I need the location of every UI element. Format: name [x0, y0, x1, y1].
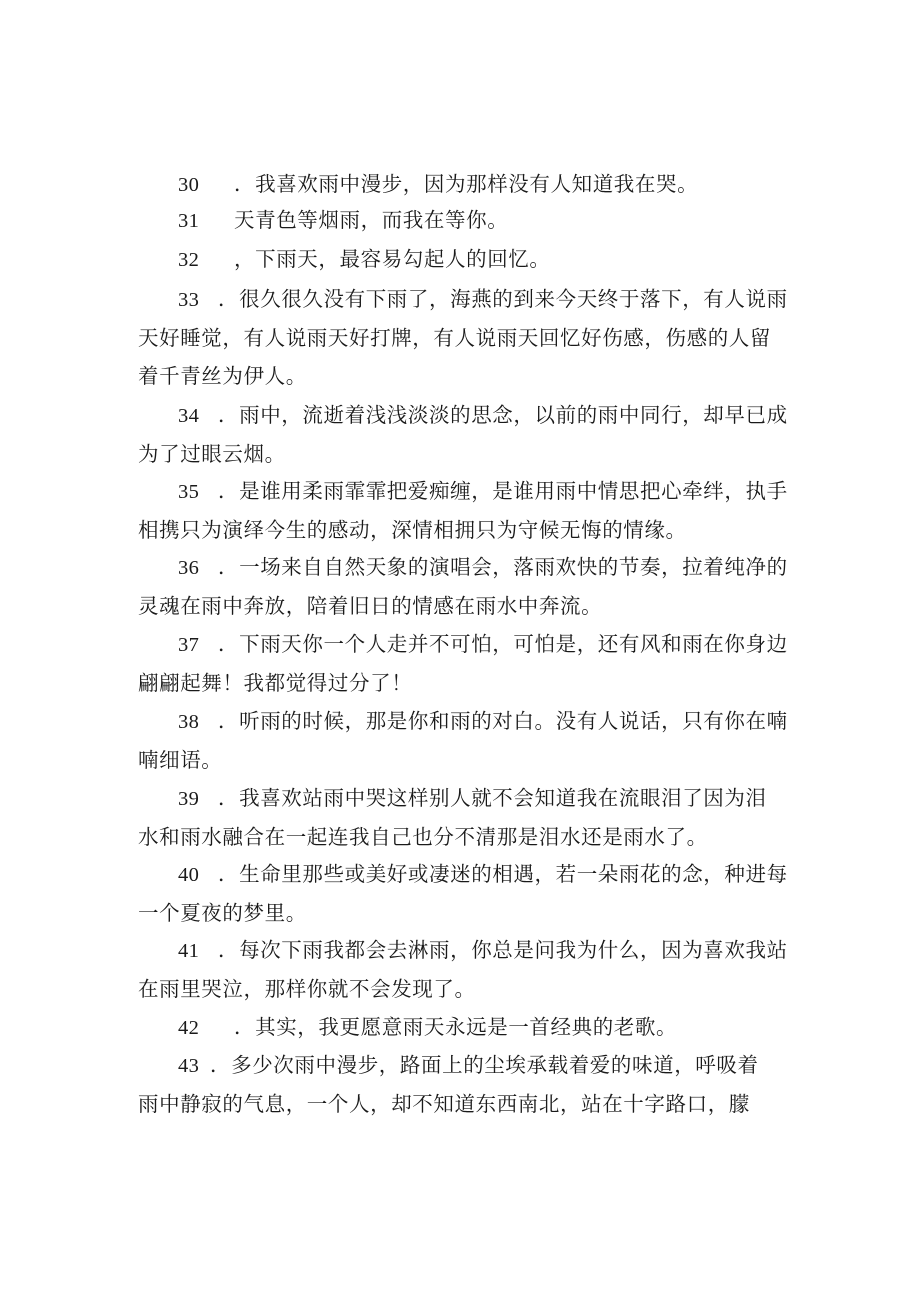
entry-number: 31 [178, 210, 200, 232]
entry-line: 喃细语。 [138, 747, 223, 772]
entry-number: 42 [178, 1017, 200, 1039]
entry-text: 下雨天，最容易勾起人的回忆。 [255, 247, 551, 271]
entry-text: 每次下雨我都会去淋雨，你总是问我为什么，因为喜欢我站 [239, 938, 788, 962]
entry-line [138, 165, 780, 204]
entry-number: 39 [178, 788, 200, 810]
entry-line: 灵魂在雨中奔放，陪着旧日的情感在雨水中奔流。 [138, 593, 603, 618]
entry-number: 41 [178, 940, 200, 962]
entry-42 [138, 1008, 780, 1047]
entry-40 [138, 855, 788, 932]
entry-30 [138, 165, 780, 204]
entry-line: 着千青丝为伊人。 [138, 364, 307, 388]
entry-text: 生命里那些或美好或凄迷的相遇，若一朵雨花的念，种进每 [239, 862, 788, 886]
entry-prefix: ． [218, 709, 240, 733]
entry-31 [138, 201, 780, 240]
entry-line [138, 625, 788, 664]
entry-text: 下雨天你一个人走并不可怕，可怕是，还有风和雨在你身边 [239, 632, 788, 656]
entry-line [138, 396, 788, 435]
entry-33 [138, 280, 788, 396]
entry-prefix: ． [218, 632, 240, 656]
entry-text: 听雨的时候，那是你和雨的对白。没有人说话，只有你在喃 [239, 709, 788, 733]
entry-35 [138, 472, 788, 549]
entry-text: 天青色等烟雨，而我在等你。 [234, 208, 509, 232]
entry-line: 一个夏夜的梦里。 [138, 900, 307, 925]
entry-prefix: ． [218, 862, 240, 886]
entry-text: 其实，我更愿意雨天永远是一首经典的老歌。 [255, 1015, 678, 1039]
entry-prefix: ． [218, 938, 240, 962]
entry-number: 32 [178, 249, 200, 271]
entry-text: 雨中，流逝着浅浅淡淡的思念，以前的雨中同行，却早已成 [239, 403, 788, 427]
entry-prefix: ． [218, 403, 240, 427]
entry-line [138, 548, 788, 587]
entry-prefix: ． [234, 1015, 256, 1039]
entry-line [138, 779, 780, 818]
entry-line [138, 240, 780, 279]
entry-line: 水和雨水融合在一起连我自己也分不清那是泪水还是雨水了。 [138, 824, 708, 849]
entry-number: 36 [178, 557, 200, 579]
entry-line [138, 280, 788, 319]
entry-text: 我喜欢站雨中哭这样别人就不会知道我在流眼泪了因为泪 [239, 786, 767, 810]
entry-38 [138, 702, 788, 779]
entry-number: 30 [178, 174, 200, 196]
entry-text: 我喜欢雨中漫步，因为那样没有人知道我在哭。 [255, 172, 699, 196]
entry-line: 相携只为演绎今生的感动，深情相拥只为守候无悔的情缘。 [138, 517, 687, 542]
entry-prefix: ． [218, 479, 240, 503]
entry-line [138, 931, 788, 970]
entry-text: 一场来自自然天象的演唱会，落雨欢快的节奏，拉着纯净的 [239, 555, 788, 579]
entry-text: 很久很久没有下雨了，海燕的到来今天终于落下，有人说雨 [239, 287, 788, 311]
entry-number: 35 [178, 481, 200, 503]
entry-line: 为了过眼云烟。 [138, 441, 286, 466]
entry-prefix: ． [218, 786, 240, 810]
entry-text: 是谁用柔雨霏霏把爱痴缠，是谁用雨中情思把心牵绊，执手 [239, 479, 788, 503]
entry-line [138, 201, 780, 240]
entry-prefix: ． [218, 287, 240, 311]
entry-line: 在雨里哭泣，那样你就不会发现了。 [138, 976, 476, 1001]
entry-line [138, 1046, 780, 1085]
entry-number: 33 [178, 289, 200, 311]
entry-number: 43 [178, 1055, 200, 1077]
entry-line: 翩翩起舞！我都觉得过分了！ [138, 670, 413, 695]
entry-prefix: ． [210, 1053, 232, 1077]
entry-line [138, 702, 788, 741]
entry-line [138, 472, 788, 511]
entry-line: 雨中静寂的气息，一个人，却不知道东西南北，站在十字路口，朦 [138, 1091, 750, 1116]
entry-prefix: ， [234, 247, 256, 271]
entry-41 [138, 931, 788, 1008]
entry-36 [138, 548, 788, 625]
entry-32 [138, 240, 780, 279]
entry-number: 34 [178, 405, 200, 427]
entry-number: 40 [178, 864, 200, 886]
entry-prefix: ． [234, 172, 256, 196]
entry-text: 多少次雨中漫步，路面上的尘埃承载着爱的味道，呼吸着 [231, 1053, 759, 1077]
entry-line [138, 1008, 780, 1047]
entry-number: 38 [178, 711, 200, 733]
entry-line [138, 855, 788, 894]
entry-number: 37 [178, 634, 200, 656]
entry-43 [138, 1046, 780, 1123]
entry-prefix: ． [218, 555, 240, 579]
entry-34 [138, 396, 788, 473]
entry-39 [138, 779, 780, 856]
entry-line: 天好睡觉，有人说雨天好打牌，有人说雨天回忆好伤感，伤感的人留 [138, 325, 771, 350]
entry-37 [138, 625, 788, 702]
